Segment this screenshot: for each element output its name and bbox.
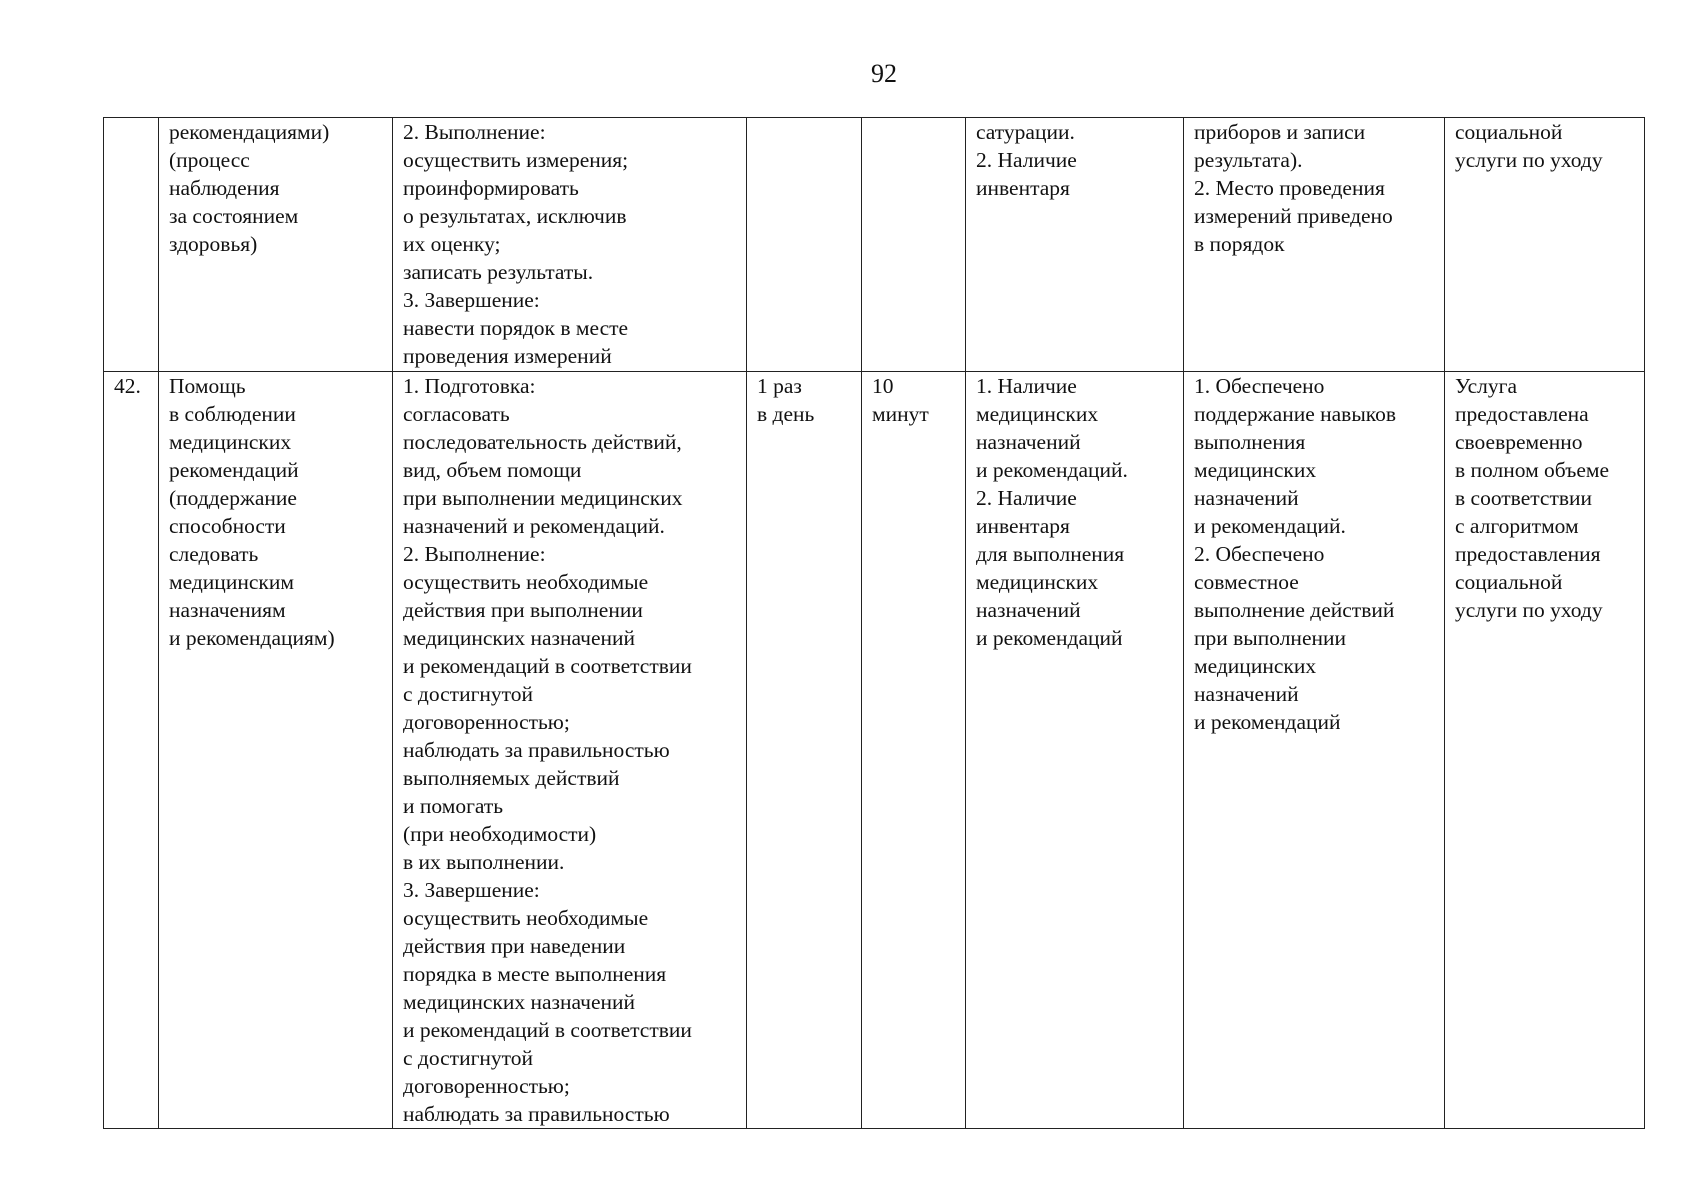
service-name-cell: рекомендациями) (процесс наблюдения за состоянием здоровья) <box>159 118 393 372</box>
frequency-cell: 1 раз в день <box>747 372 862 1129</box>
duration-cell <box>862 118 966 372</box>
procedure-cell: 2. Выполнение: осуществить измерения; проинформировать о результатах, исключив их оценку; записать результаты. 3. Завершение: навести порядок в месте проведения измерений <box>393 118 747 372</box>
row-number-cell <box>104 118 159 372</box>
table-row-continued <box>104 118 1645 372</box>
procedure-cell: 1. Подготовка: согласовать последовательность действий, вид, объем помощи при выполнении медицинских назначений и рекомендаций. 2. Выполнение: осуществить необходимые действия при выполнении медицинских назначений и рекомендаций в соответствии с достигнутой договоренностью; наблюдать за правильностью выполняемых действий и помогать (при необходимости) в их выполнении. 3. Завершение: осуществить необходимые действия при наведении порядка в месте выполнения медицинских назначений и рекомендаций в соответствии с достигнутой договоренностью; наблюдать за правильностью <box>393 372 747 1129</box>
conditions-cell: сатурации. 2. Наличие инвентаря <box>966 118 1184 372</box>
services-table <box>103 117 1645 1129</box>
service-name-cell: Помощь в соблюдении медицинских рекомендаций (поддержание способности следовать медицинским назначениям и рекомендациям) <box>159 372 393 1129</box>
frequency-cell <box>747 118 862 372</box>
result-cell: приборов и записи результата). 2. Место проведения измерений приведено в порядок <box>1184 118 1445 372</box>
result-cell: 1. Обеспечено поддержание навыков выполнения медицинских назначений и рекомендаций. 2. Обеспечено совместное выполнение действий при выполнении медицинских назначений и рекомендаций <box>1184 372 1445 1129</box>
row-number-cell: 42. <box>104 372 159 1129</box>
page-number: 92 <box>871 59 897 88</box>
quality-cell: Услуга предоставлена своевременно в полном объеме в соответствии с алгоритмом предоставления социальной услуги по уходу <box>1445 372 1645 1129</box>
duration-cell: 10 минут <box>862 372 966 1129</box>
quality-cell: социальной услуги по уходу <box>1445 118 1645 372</box>
conditions-cell: 1. Наличие медицинских назначений и рекомендаций. 2. Наличие инвентаря для выполнения медицинских назначений и рекомендаций <box>966 372 1184 1129</box>
table-row-42 <box>104 372 1645 1129</box>
